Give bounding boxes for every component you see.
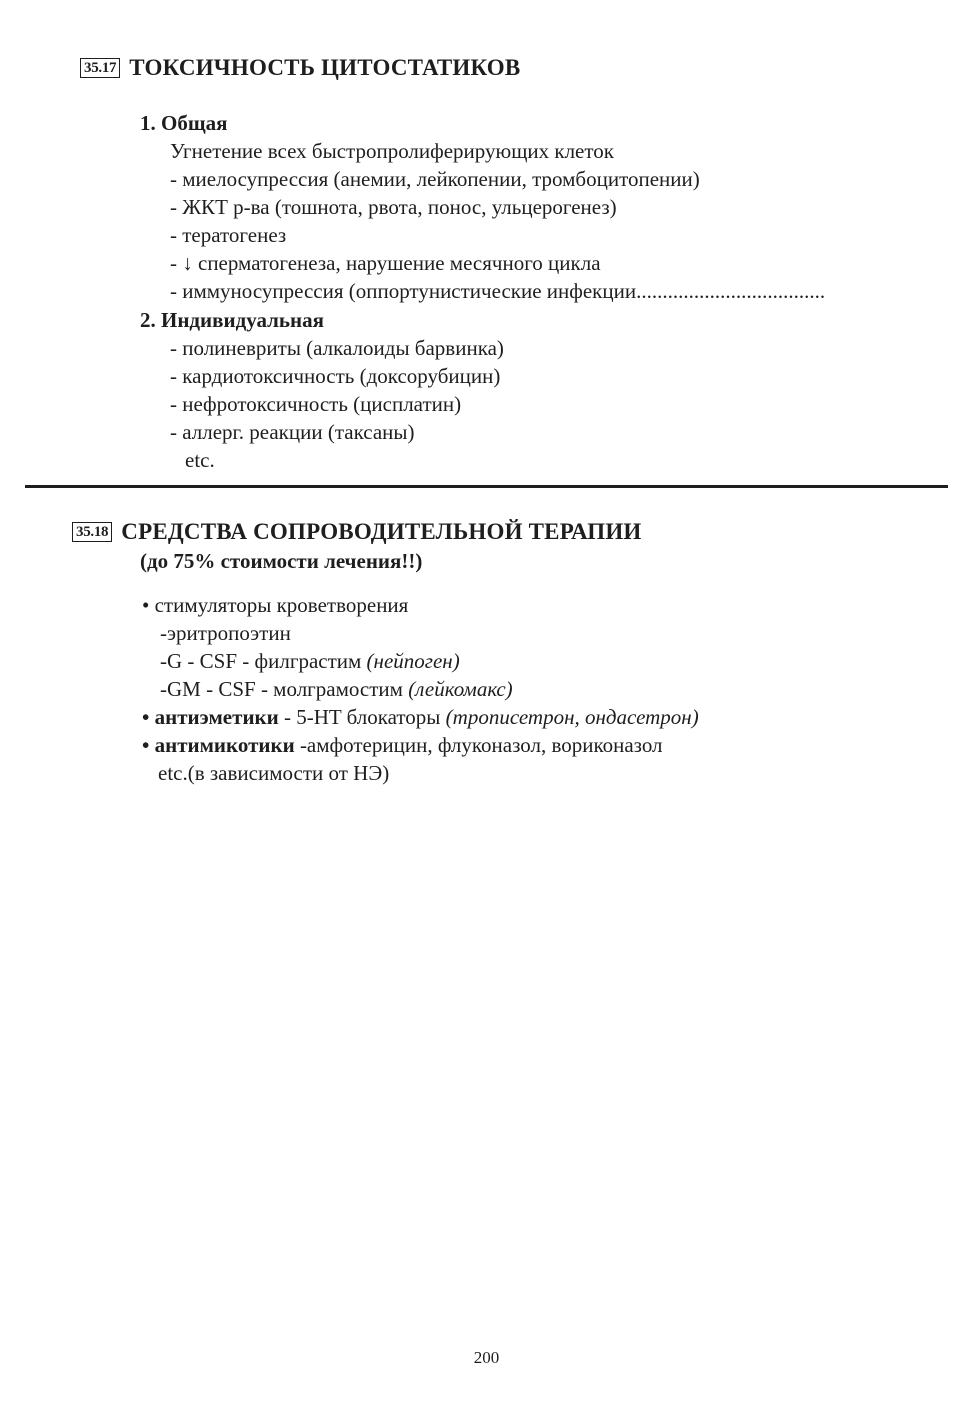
list-item: -эритропоэтин (160, 621, 291, 645)
list-item: - ЖКТ р-ва (тошнота, рвота, понос, ульцерогенез) (170, 195, 617, 219)
brand-name: (лейкомакс) (408, 677, 513, 701)
section-subtitle: (до 75% стоимости лечения!!) (140, 549, 423, 573)
etc-text: etc.(в зависимости от НЭ) (158, 761, 390, 785)
list-item: - нефротоксичность (цисплатин) (170, 392, 462, 416)
drug-names: (трописетрон, ондасетрон) (445, 705, 699, 729)
page-number: 200 (473, 1348, 500, 1367)
antimycotics-label: • антимикотики (142, 733, 295, 757)
individual-heading: 2. Индивидуальная (140, 308, 324, 332)
section-title: ТОКСИЧНОСТЬ ЦИТОСТАТИКОВ (129, 55, 521, 80)
section-heading-35-17 (80, 55, 520, 81)
antiemetics-label: • антиэметики (142, 705, 279, 729)
list-item: - иммуносупрессия (оппортунистические инфекции.................................... (170, 279, 826, 303)
section-number: 35.18 (72, 522, 112, 542)
list-item (142, 731, 663, 759)
list-item: - миелосупрессия (анемии, лейкопении, тромбоцитопении) (170, 167, 700, 191)
drug-text: -G - CSF - филграстим (160, 649, 367, 673)
drug-text: -GM - CSF - молграмостим (160, 677, 409, 701)
list-item: - полиневриты (алкалоиды барвинка) (170, 336, 504, 360)
general-heading: 1. Общая (140, 111, 228, 135)
section-heading-35-18 (72, 519, 642, 545)
list-item: - тератогенез (170, 223, 287, 247)
general-intro: Угнетение всех быстропролиферирующих клеток (170, 139, 614, 163)
brand-name: (нейпоген) (366, 649, 460, 673)
section-divider (25, 485, 948, 488)
drug-text: -амфотерицин, флуконазол, вориконазол (294, 733, 663, 757)
list-item (160, 647, 460, 675)
section-title: СРЕДСТВА СОПРОВОДИТЕЛЬНОЙ ТЕРАПИИ (121, 519, 642, 544)
etc-text: etc. (185, 448, 215, 472)
list-item: - ↓ сперматогенеза, нарушение месячного цикла (170, 251, 601, 275)
hemato-label: • стимуляторы кроветворения (142, 593, 409, 617)
list-item: - кардиотоксичность (доксорубицин) (170, 364, 501, 388)
list-item (160, 675, 513, 703)
list-item: - аллерг. реакции (таксаны) (170, 420, 415, 444)
list-item (142, 703, 699, 731)
drug-text: - 5-HT блокаторы (278, 705, 446, 729)
section-number: 35.17 (80, 58, 120, 78)
